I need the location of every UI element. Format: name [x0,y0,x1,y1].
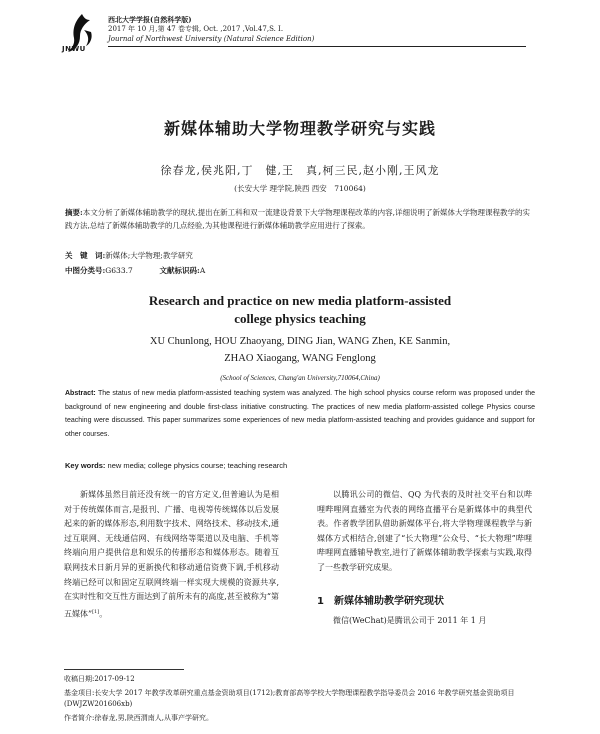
abstract-cn-label: 摘要: [65,208,83,217]
authors-en-line2: ZHAO Xiaogang, WANG Fenglong [224,353,376,364]
footnote-received: 收稿日期:2017-09-12 [64,675,135,683]
doc-code-value: A [199,266,206,275]
affiliation-cn: (长安大学 理学院,陕西 西安 710064) [234,184,366,193]
keywords-en [65,460,535,472]
body-left-column [64,488,279,622]
footnote-divider [64,669,184,670]
affiliation-en: (School of Sciences, Chang'an University,710064,China) [220,374,380,382]
keywords-cn-text: 新媒体;大学物理;教学研究 [105,251,193,260]
authors-cn: 徐春龙,侯兆阳,丁 健,王 真,柯三民,赵小刚,王风龙 [160,164,440,177]
body-right-paragraph: 以腾讯公司的微信、QQ 为代表的及时社交平台和以哔哩哔哩网直播室为代表的网络直播平台是新媒体中的典型代表。作者教学团队借助新媒体平台,将大学物理课程教学与新媒体方式相结合,创建了“长大物理”公众号、“长大物理”哔哩哔哩网直播辅导教室,进行了新媒体辅助教学探索与实践,取得了一些教学研究成果。 [317,490,532,572]
logo-text: JNWU [62,45,86,53]
keywords-en-label: Key words: [65,461,106,470]
journal-name-en: Journal of Northwest University (Natural Science Edition) [108,35,315,43]
keywords-cn [65,250,535,262]
keywords-en-text: new media; college physics course; teaching research [105,461,288,470]
keywords-cn-label: 关 键 词: [65,251,106,260]
section-text: 微信(WeChat)是腾讯公司于 2011 年 1 月 [333,616,487,625]
section-heading: 1 新媒体辅助教学研究现状 [317,596,444,607]
authors-en-line1: XU Chunlong, HOU Zhaoyang, DING Jian, WANG Zhen, KE Sanmin, [149,336,451,347]
classification-cn [65,265,535,277]
title-en-line1: Research and practice on new media platform-assisted [148,293,452,308]
citation-ref: [1] [92,608,100,615]
abstract-cn [65,206,535,232]
abstract-en [65,387,535,441]
abstract-en-label: Abstract: [65,390,96,397]
abstract-en-text: The status of new media platform-assisted teaching system was analyzed. The high school physics course reform was proposed under the background of new engineering and double first-class initiative constructing. The practices of new media platform-assisted college Physics course teaching were discussed. This paper summarizes some experiences of new media platform-assisted teaching and provides guidance and support for other courses. [65,390,535,438]
body-right-column [317,488,532,576]
body-left-text: 新媒体虽然目前还没有统一的官方定义,但普遍认为是相对于传统媒体而言,是报刊、广播、电视等传统媒体以后发展起来的新的媒体形态,利用数字技术、网络技术、移动技术,通过互联网、无线通信网、有线网络等渠道以及电脑、手机等终端向用户提供信息和娱乐的传播形态和媒体形态。随着互联网技术日新月异的更新换代和移动通信资费下调,手机移动终端已经可以和固定互联网终端一样实现大规模的资源共享,在实时性和交互性方面达到了前所未有的高度,甚至被称为“第五媒体” [64,490,279,619]
doc-code-label: 文献标识码: [159,266,200,275]
clc-label: 中图分类号: [65,266,106,275]
title-cn: 新媒体辅助大学物理教学研究与实践 [163,119,436,138]
authors-en [60,333,540,367]
issue-line: 2017 年 10 月,第 47 卷专辑, Oct. ,2017 ,Vol.47,S. I. [108,25,284,33]
footnote-author: 作者简介:徐春龙,男,陕西渭南人,从事产学研究。 [64,714,214,722]
clc-value: G633.7 [105,266,133,275]
header-divider [108,46,526,47]
abstract-cn-text: 本文分析了新媒体辅助教学的现状,提出在新工科和双一流建设背景下大学物理课程改革的内容,详细说明了新媒体大学物理课程教学的实践方法,总结了新媒体辅助教学的几点经验,为其他课程进行新媒体辅助教学应用进行了探索。 [65,208,531,230]
body-left-end: 。 [99,609,108,619]
title-en [0,292,600,328]
journal-name-cn: 西北大学学报(自然科学版) [108,15,192,24]
footnote-funding: 基金项目:长安大学 2017 年教学改革研究重点基金资助项目(1712);教育部高等学校大学物理课程教学指导委员会 2016 年教学研究基金资助项目(DWJZW201606xb) [64,689,515,708]
body-left-paragraph [64,488,279,622]
title-en-line2: college physics teaching [234,311,366,326]
